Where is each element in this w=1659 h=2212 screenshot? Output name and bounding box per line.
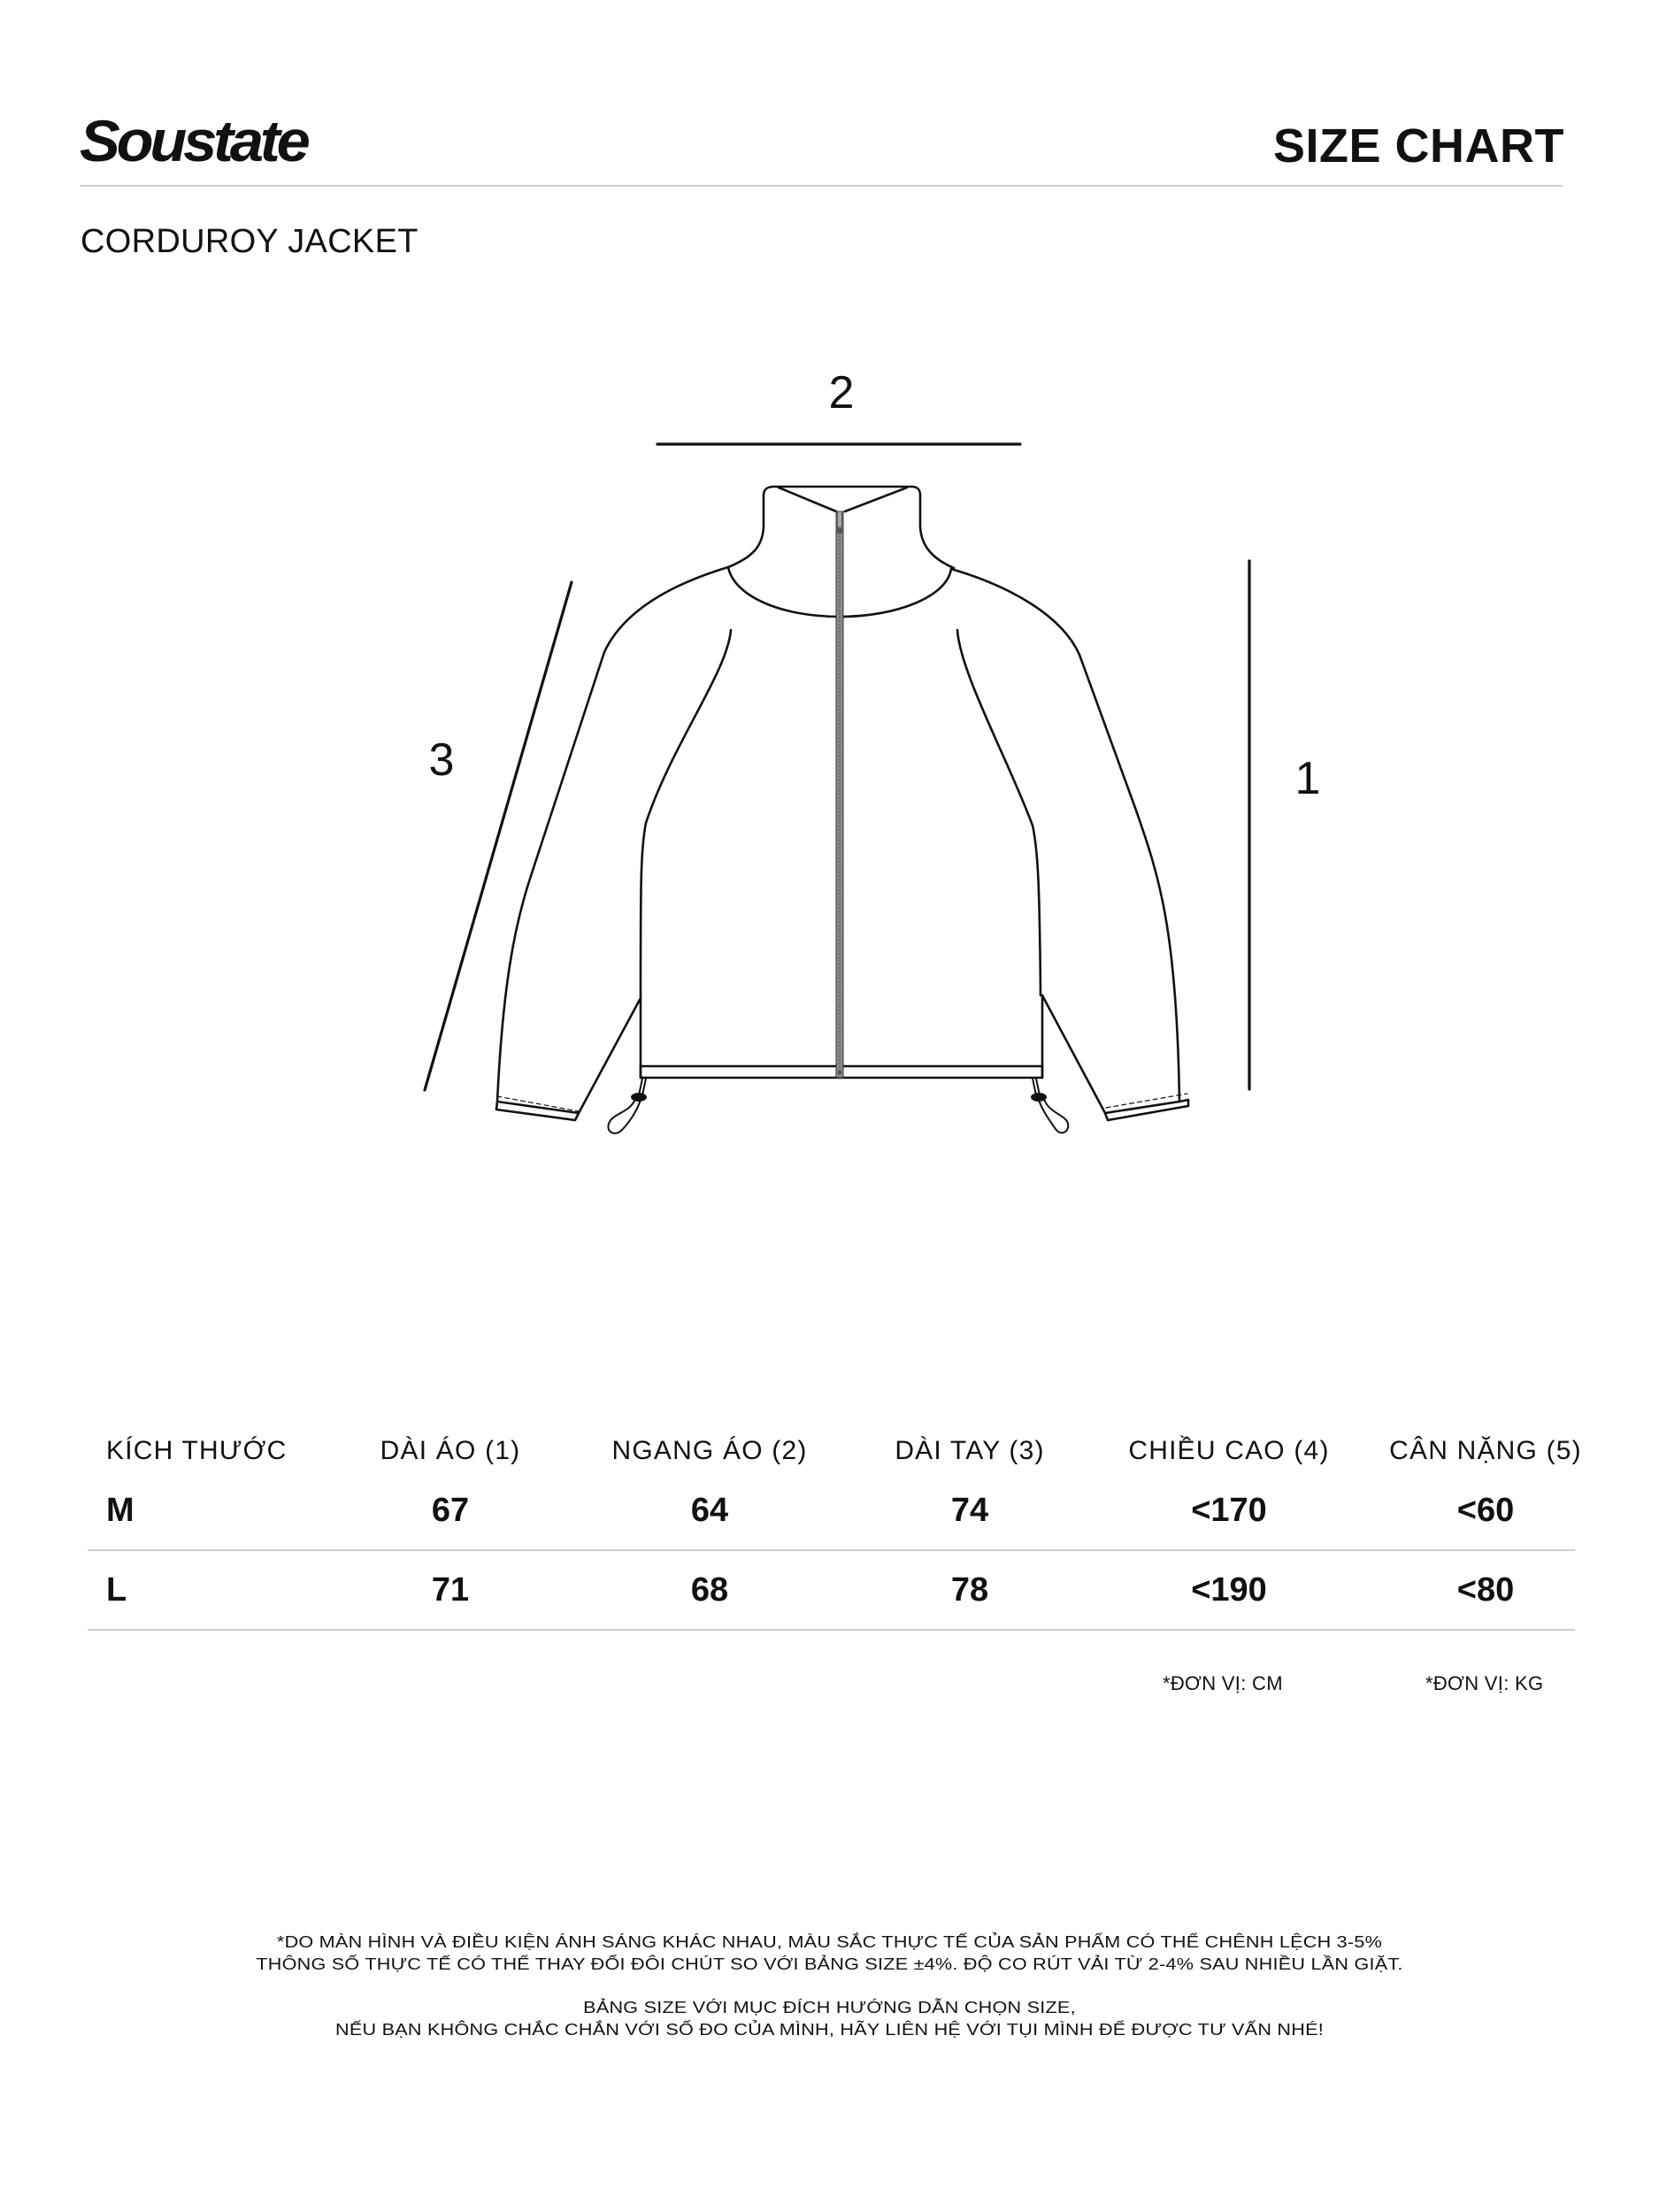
left-sleeve-outer: [497, 567, 728, 1102]
cell-sleeve: 78: [950, 1571, 989, 1609]
cell-weight: <80: [1456, 1571, 1515, 1609]
right-cuff: [1105, 1100, 1188, 1120]
footer-line: NẾU BẠN KHÔNG CHẮC CHẮN VỚI SỐ ĐO CỦA MÌNH, HÃY LIÊN HỆ VỚI TỤI MÌNH ĐỂ ĐƯỢC TƯ VẤN NHÉ!: [335, 2021, 1324, 2039]
cell-sleeve: 74: [950, 1492, 989, 1529]
measure-line-sleeve: [425, 582, 572, 1090]
cell-width: 64: [690, 1492, 729, 1529]
collar-v-right: [845, 488, 907, 511]
cell-height: <190: [1191, 1571, 1267, 1609]
column-header-size: KÍCH THƯỚC: [106, 1436, 288, 1465]
left-drawstring: [608, 1079, 646, 1133]
zipper: [836, 511, 843, 1078]
size-table: [88, 1430, 1582, 1631]
cell-weight: <60: [1456, 1492, 1515, 1529]
measure-label-width: 2: [828, 367, 855, 419]
column-header-width: NGANG ÁO (2): [611, 1436, 808, 1465]
cell-width: 68: [690, 1571, 729, 1609]
right-drawstring: [1033, 1079, 1068, 1133]
footer-line: THÔNG SỐ THỰC TẾ CÓ THỂ THAY ĐỔI ĐÔI CHÚT SO VỚI BẢNG SIZE ±4%. ĐỘ CO RÚT VẢI TỪ 2-4% SAU NHIỀU LẦN GIẶT.: [256, 1955, 1403, 1973]
measure-label-length: 1: [1294, 753, 1321, 804]
column-header-sleeve: DÀI TAY (3): [895, 1436, 1045, 1465]
column-header-length: DÀI ÁO (1): [380, 1436, 521, 1465]
left-raglan: [641, 630, 731, 995]
measure-label-sleeve: 3: [428, 734, 455, 786]
table-row: [88, 1472, 1575, 1551]
unit-note-kg: *ĐƠN VỊ: KG: [1425, 1672, 1544, 1694]
size-label: L: [106, 1571, 127, 1609]
right-raglan: [957, 630, 1041, 995]
footer-line: BẢNG SIZE VỚI MỤC ĐÍCH HƯỚNG DẪN CHỌN SIZE,: [583, 1999, 1076, 2016]
footer-disclaimer: [0, 1932, 1659, 1976]
table-header-row: [88, 1430, 1582, 1472]
brand-logo: Soustate: [80, 108, 307, 173]
product-name: CORDUROY JACKET: [81, 223, 419, 260]
right-sleeve-outer: [951, 569, 1179, 1102]
right-sleeve-inner: [1042, 995, 1105, 1113]
table-row: [88, 1551, 1575, 1631]
footer-guidance: [0, 1997, 1659, 2041]
size-label: M: [106, 1492, 134, 1529]
page-title: SIZE CHART: [1273, 119, 1564, 173]
cell-height: <170: [1191, 1492, 1267, 1529]
collar-v-left: [779, 488, 836, 511]
column-header-height: CHIỀU CAO (4): [1128, 1436, 1330, 1465]
footer-line: *DO MÀN HÌNH VÀ ĐIỀU KIỆN ÁNH SÁNG KHÁC NHAU, MÀU SẮC THỰC TẾ CỦA SẢN PHẨM CÓ THỂ CHÊNH LỆCH 3-5%: [276, 1933, 1383, 1951]
unit-note-cm: *ĐƠN VỊ: CM: [1163, 1672, 1283, 1694]
left-cuff: [496, 1102, 579, 1120]
column-header-weight: CÂN NẶNG (5): [1389, 1436, 1582, 1465]
cell-length: 71: [431, 1571, 470, 1609]
cell-length: 67: [431, 1492, 470, 1529]
